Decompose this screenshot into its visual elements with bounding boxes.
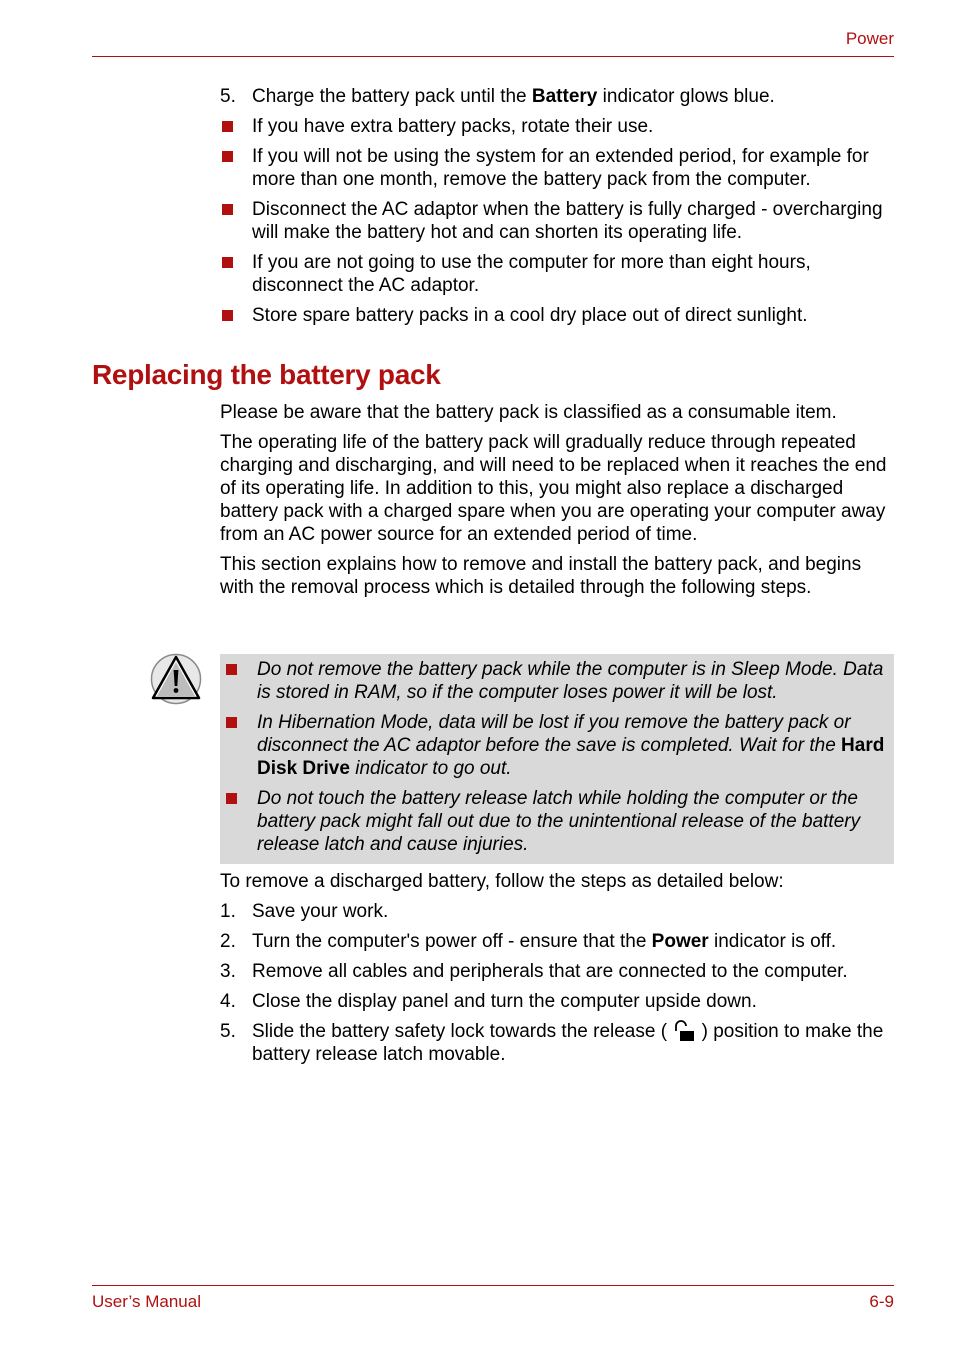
step-1: 1. Save your work.	[220, 901, 389, 922]
step-5-charge: 5. Charge the battery pack until the Battery indicator glows blue.	[220, 86, 775, 107]
footer-manual-title: User’s Manual	[92, 1292, 201, 1311]
caution-item: Do not remove the battery pack while the computer is in Sleep Mode. Data is stored in RAM, so if the computer loses power it will be lost.	[226, 658, 886, 704]
step-5: 5. Slide the battery safety lock towards the release ( ) position to make the battery release latch movable.	[220, 1021, 884, 1065]
bullet-square-icon	[222, 151, 233, 162]
removal-intro: To remove a discharged battery, follow the steps as detailed below:	[220, 871, 784, 892]
step-number: 3.	[220, 961, 236, 982]
list-item: If you have extra battery packs, rotate their use.	[220, 115, 896, 138]
list-item: Disconnect the AC adaptor when the battery is fully charged - overcharging will make the battery hot and can shorten its operating life.	[220, 198, 896, 244]
caution-note	[220, 654, 894, 864]
bullet-square-icon	[226, 793, 237, 804]
bullet-square-icon	[222, 121, 233, 132]
unlock-icon	[672, 1020, 696, 1042]
bullet-square-icon	[222, 204, 233, 215]
step-number: 1.	[220, 901, 236, 922]
list-item: If you are not going to use the computer for more than eight hours, disconnect the AC adaptor.	[220, 251, 896, 297]
section-heading: Replacing the battery pack	[92, 359, 441, 390]
warning-triangle-icon	[150, 653, 202, 705]
power-indicator-label: Power	[651, 931, 709, 952]
bullet-square-icon	[222, 257, 233, 268]
paragraph: The operating life of the battery pack will gradually reduce through repeated charging and discharging, and will need to be replaced when it reaches the end of its operating life. In addition to this, you might also replace a discharged battery pack with a charged spare when you are operating your computer away from an AC power source for an extended period of time.	[220, 432, 887, 545]
footer-rule	[92, 1285, 894, 1286]
page-number: 6-9	[869, 1292, 894, 1311]
bullet-square-icon	[226, 664, 237, 675]
hdd-indicator-label: Hard Disk Drive	[257, 735, 885, 779]
step-3: 3. Remove all cables and peripherals that are connected to the computer.	[220, 961, 848, 982]
section-body	[220, 401, 896, 606]
intro-list	[220, 85, 896, 334]
step-number: 5.	[220, 86, 236, 107]
bullet-square-icon	[222, 310, 233, 321]
caution-item: Do not touch the battery release latch while holding the computer or the battery pack might fall out due to the unintentional release of the battery release latch and cause injuries.	[226, 787, 886, 856]
paragraph: Please be aware that the battery pack is classified as a consumable item.	[220, 402, 837, 423]
list-item: If you will not be using the system for an extended period, for example for more than one month, remove the battery pack from the computer.	[220, 145, 896, 191]
step-number: 4.	[220, 991, 236, 1012]
header-rule	[92, 56, 894, 57]
step-number: 2.	[220, 931, 236, 952]
step-2: 2. Turn the computer's power off - ensure that the Power indicator is off.	[220, 931, 837, 952]
battery-indicator-label: Battery	[531, 86, 598, 107]
removal-steps	[220, 870, 896, 1073]
bullet-square-icon	[226, 717, 237, 728]
list-item: Store spare battery packs in a cool dry place out of direct sunlight.	[220, 304, 896, 327]
paragraph: This section explains how to remove and install the battery pack, and begins with the removal process which is detailed through the following steps.	[220, 554, 862, 598]
step-4: 4. Close the display panel and turn the computer upside down.	[220, 991, 757, 1012]
caution-item: In Hibernation Mode, data will be lost if you remove the battery pack or disconnect the AC adaptor before the save is completed. Wait for the Hard Disk Drive indicator to go out.	[226, 711, 886, 780]
step-number: 5.	[220, 1021, 236, 1042]
running-header: Power	[845, 29, 894, 48]
